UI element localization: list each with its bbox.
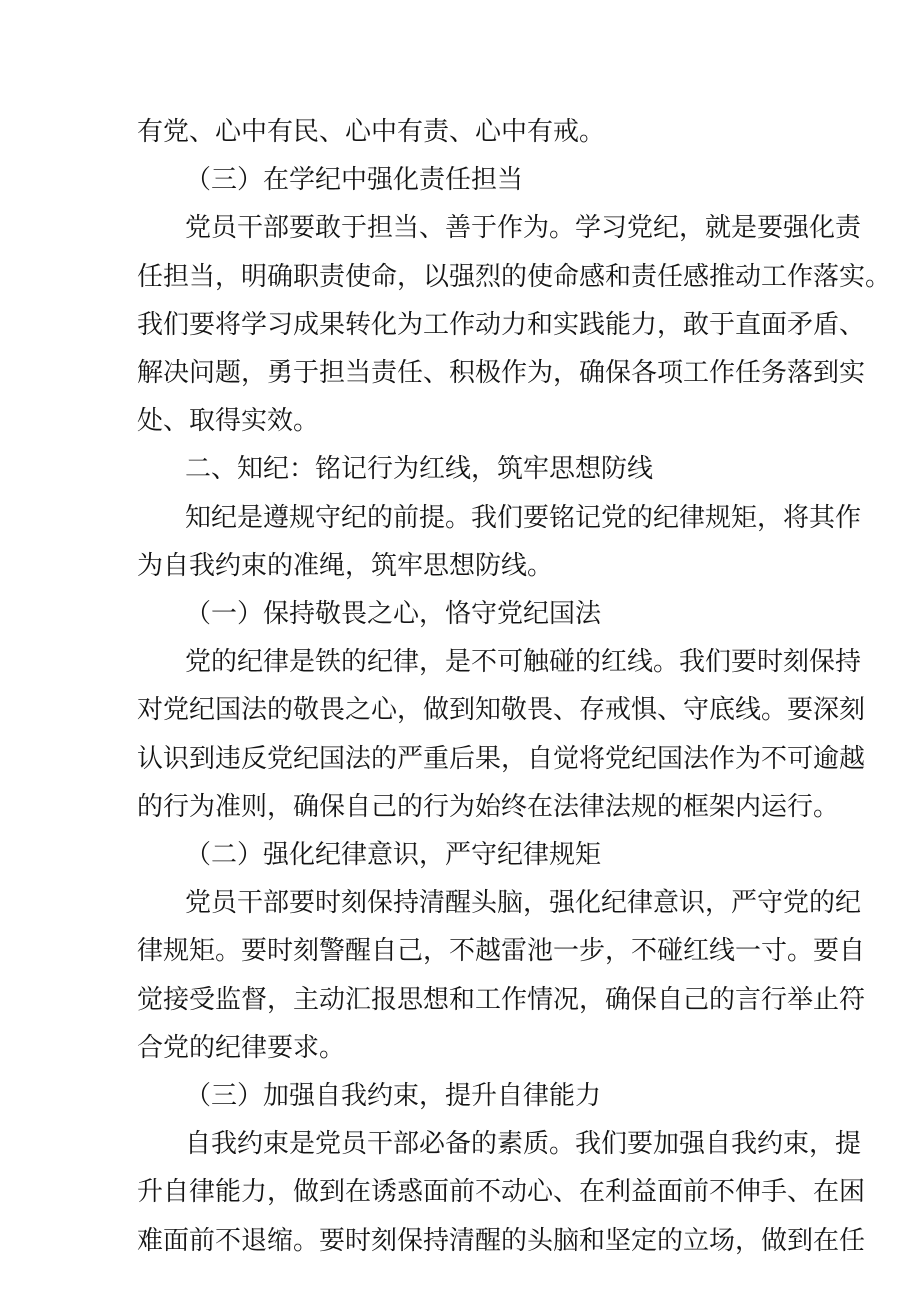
text-line: 难面前不退缩。要时刻保持清醒的头脑和坚定的立场，做到在任 (137, 1225, 866, 1256)
text-line: 党的纪律是铁的纪律，是不可触碰的红线。我们要时刻保持 (185, 647, 862, 678)
text-line: 自我约束是党员干部必备的素质。我们要加强自我约束，提 (185, 1129, 862, 1160)
section-subheading: （三）在学纪中强化责任担当 (185, 165, 524, 196)
text-line: 党员干部要敢于担当、善于作为。学习党纪，就是要强化责 (185, 213, 862, 244)
text-line: 处、取得实效。 (137, 406, 320, 437)
text-line: 我们要将学习成果转化为工作动力和实践能力，敢于直面矛盾、 (137, 309, 866, 340)
text-line: 为自我约束的准绳，筑牢思想防线。 (137, 550, 554, 581)
text-line: 对党纪国法的敬畏之心，做到知敬畏、存戒惧、守底线。要深刻 (137, 695, 866, 726)
text-line: 知纪是遵规守纪的前提。我们要铭记党的纪律规矩，将其作 (185, 502, 862, 533)
text-line: 解决问题，勇于担当责任、积极作为，确保各项工作任务落到实 (137, 358, 866, 388)
text-line: 认识到违反党纪国法的严重后果，自觉将党纪国法作为不可逾越 (137, 743, 866, 774)
section-subheading: （一）保持敬畏之心，恪守党纪国法 (185, 599, 602, 629)
section-subheading: （二）强化纪律意识，严守纪律规矩 (185, 840, 602, 870)
section-subheading: （三）加强自我约束，提升自律能力 (185, 1081, 602, 1111)
text-line: 党员干部要时刻保持清醒头脑，强化纪律意识，严守党的纪 (185, 888, 862, 919)
text-line: 合党的纪律要求。 (137, 1032, 346, 1063)
section-heading: 二、知纪：铭记行为红线，筑牢思想防线 (185, 454, 654, 485)
text-line: 升自律能力，做到在诱惑面前不动心、在利益面前不伸手、在困 (137, 1177, 866, 1208)
text-line: 有党、心中有民、心中有责、心中有戒。 (137, 117, 606, 147)
text-line: 觉接受监督，主动汇报思想和工作情况，确保自己的言行举止符 (137, 984, 866, 1015)
text-line: 任担当，明确职责使命，以强烈的使命感和责任感推动工作落实。 (137, 261, 892, 292)
text-line: 律规矩。要时刻警醒自己，不越雷池一步，不碰红线一寸。要自 (137, 936, 866, 967)
text-line: 的行为准则，确保自己的行为始终在法律法规的框架内运行。 (137, 791, 840, 822)
